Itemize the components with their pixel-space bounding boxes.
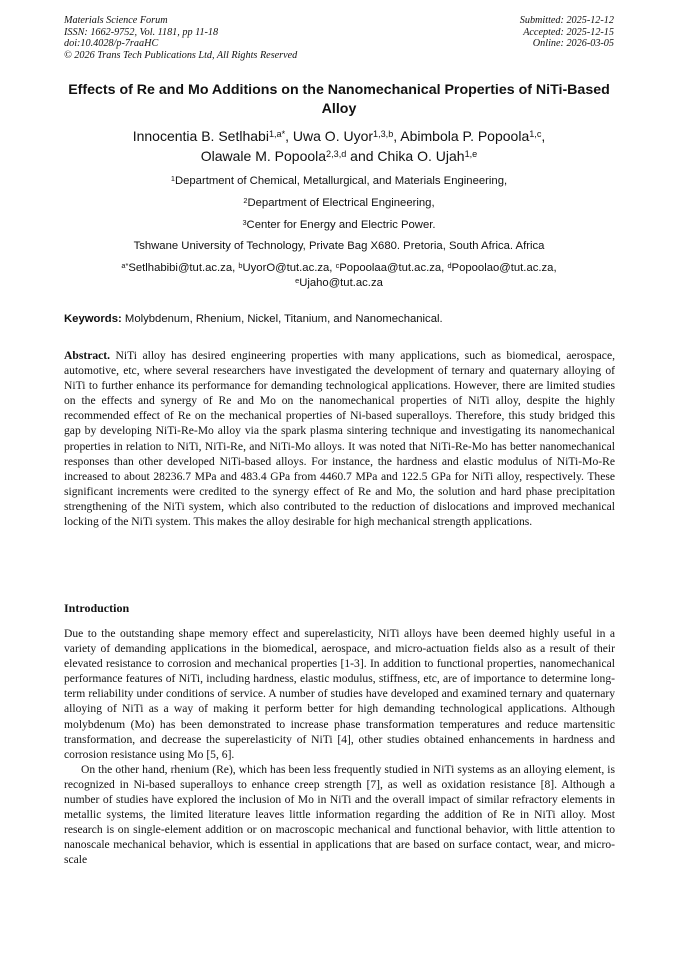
author-name: Chika O. Ujah (377, 148, 465, 164)
affiliation-3 (64, 218, 614, 232)
affiliation-text: Department of Electrical Engineering, (247, 197, 435, 209)
journal-info (64, 15, 297, 61)
author-name: Abimbola P. Popoola (400, 128, 530, 144)
submitted-date: Submitted: 2025-12-12 (519, 15, 614, 26)
email-address: Ujaho@tut.ac.za (299, 277, 383, 289)
email-superscript: b (238, 260, 243, 270)
keywords-label: Keywords: (64, 313, 122, 325)
author-superscript: 1,a* (268, 128, 286, 139)
abstract-label: Abstract. (64, 349, 111, 362)
email-address: Setlhabibi@tut.ac.za, (128, 262, 236, 274)
author-superscript: 2,3,d (326, 148, 347, 159)
accepted-date: Accepted: 2025-12-15 (523, 26, 614, 38)
keywords (64, 312, 614, 327)
keywords-text: Molybdenum, Rhenium, Nickel, Titanium, and Nanomechanical. (124, 313, 443, 325)
section-heading-introduction: Introduction (64, 601, 130, 615)
affiliation-text: Center for Energy and Electric Power. (246, 219, 436, 231)
author-name: Olawale M. Popoola (200, 148, 327, 164)
author-list: Innocentia B. Setlhabi$^{1,a*}$, Uwa O. Uyor$^{1,3,b}$, Abimbola P. Popoola$^{1,c}$, Olawale M. Popoola$^{2,3,d}$ and Chika O. Ujah$^{1,e}$ (132, 128, 546, 164)
email-address: UyorO@tut.ac.za, (242, 262, 333, 274)
abstract-text: NiTi alloy has desired engineering properties with many applications, such as biomedical, aerospace, automotive, etc, where several researchers have investigated the development of ternary and quaternary alloying of NiTi to further enhance its performance for demanding technological applications. However, there are limited studies on the effects and synergy of Re and Mo on the nanomechanical properties of NiTi alloy, despite the highly recommended effect of Re on the mechanical properties of Ni-based superalloys. Therefore, this study bridged this gap by developing NiTi-Re-Mo alloy via the spark plasma sintering technique and investigating its nanomechanical properties in relation to NiTi, NiTi-Re, and NiTi-Mo alloys. It was noted that NiTi-Re-Mo has better nanomechanical responses than other developed NiTi-based alloys. For instance, the hardness and elastic modulus of NiTi-Mo-Re increased to about 28236.7 MPa and 483.4 GPa from 4460.7 MPa and 122.5 GPa for NiTi alloy, respectively. These significant increments were credited to the synergy effect of Re and Mo, the solution and hard phase precipitation strengthening of the NiTi system, which also contributed to the reduction of dislocations and improved mechanical locking of the NiTi system. This makes the alloy desirable for high mechanical strength applications. (64, 349, 615, 529)
author-superscript: 1,3,b (373, 128, 394, 139)
abstract (64, 348, 615, 529)
introduction-body (64, 626, 615, 868)
author-name: Uwa O. Uyor (292, 128, 374, 144)
affiliation-1 (64, 174, 614, 188)
email-superscript: e (295, 275, 300, 285)
affiliation-text: Department of Chemical, Metallurgical, and Materials Engineering, (174, 175, 508, 187)
journal-name: Materials Science Forum (64, 15, 168, 26)
email-address: Popoolao@tut.ac.za, (451, 262, 557, 274)
email-address: Popoolaa@tut.ac.za, (339, 262, 445, 274)
copyright-line: © 2026 Trans Tech Publications Ltd, All Rights Reserved (64, 49, 298, 61)
author-conjunction: and (350, 148, 374, 164)
affiliation-2 (64, 196, 614, 210)
email-superscript: c (335, 260, 340, 270)
issn-line: ISSN: 1662-9752, Vol. 1181, pp 11-18 (64, 26, 219, 38)
paper-title: Effects of Re and Mo Additions on the Nanomechanical Properties of NiTi-Based Alloy (68, 82, 610, 117)
intro-paragraph-1: Due to the outstanding shape memory effect and superelasticity, NiTi alloys have been deemed highly useful in a variety of demanding applications in the biomedical, aerospace, and micro-actuation fields also as a result of their elevated resistance to corrosion and mechanical properties [1-3]. In addition to functional properties, nanomechanical performance features of NiTi, including hardness, elastic modulus, stiffness, etc, are of importance to determine long-term reliability under conditions of service. A number of studies have developed and examined ternary and quaternary alloying of NiTi as a way of making it perform better for high demanding technological applications. Although molybdenum (Mo) has been demonstrated to increase phase transformation temperatures and reduce martensitic transformation, and decrease the superelasticity of NiTi [4], other studies obtained enhancements in hardness and corrosion resistance using Mo [5, 6]. (64, 627, 615, 761)
affiliation-number: 2 (243, 195, 248, 205)
affiliation-number: 3 (242, 217, 247, 227)
affiliation-number: 1 (170, 173, 175, 183)
online-date: Online: 2026-03-05 (532, 38, 614, 50)
doi-line: doi:10.4028/p-7raaHC (64, 38, 159, 50)
email-list (64, 261, 614, 291)
author-superscript: 1,e (464, 148, 478, 159)
email-superscript: d (447, 260, 452, 270)
author-name: Innocentia B. Setlhabi (132, 128, 269, 144)
email-superscript: a* (121, 260, 129, 270)
author-superscript: 1,c (529, 128, 542, 139)
intro-paragraph-2: On the other hand, rhenium (Re), which has been less frequently studied in NiTi systems as an alloying element, is recognized in Ni-based superalloys to enhance creep strength [7], as well as oxidation resistance [8]. Although a number of studies have explored the inclusion of Mo in NiTi and the overall impact of similar refractory elements in metallic systems, the limited literature leaves little information regarding the addition of Re in NiTi alloy. Most research is on single-element addition or on macroscopic mechanical and functional behavior, with little attention to nanoscale mechanical behavior, which is essential in applications that are based on surface contact, wear, and micro-scale (64, 762, 615, 867)
university-address: Tshwane University of Technology, Private Bag X680. Pretoria, South Africa. Africa (133, 240, 545, 252)
dates-info (520, 15, 614, 50)
